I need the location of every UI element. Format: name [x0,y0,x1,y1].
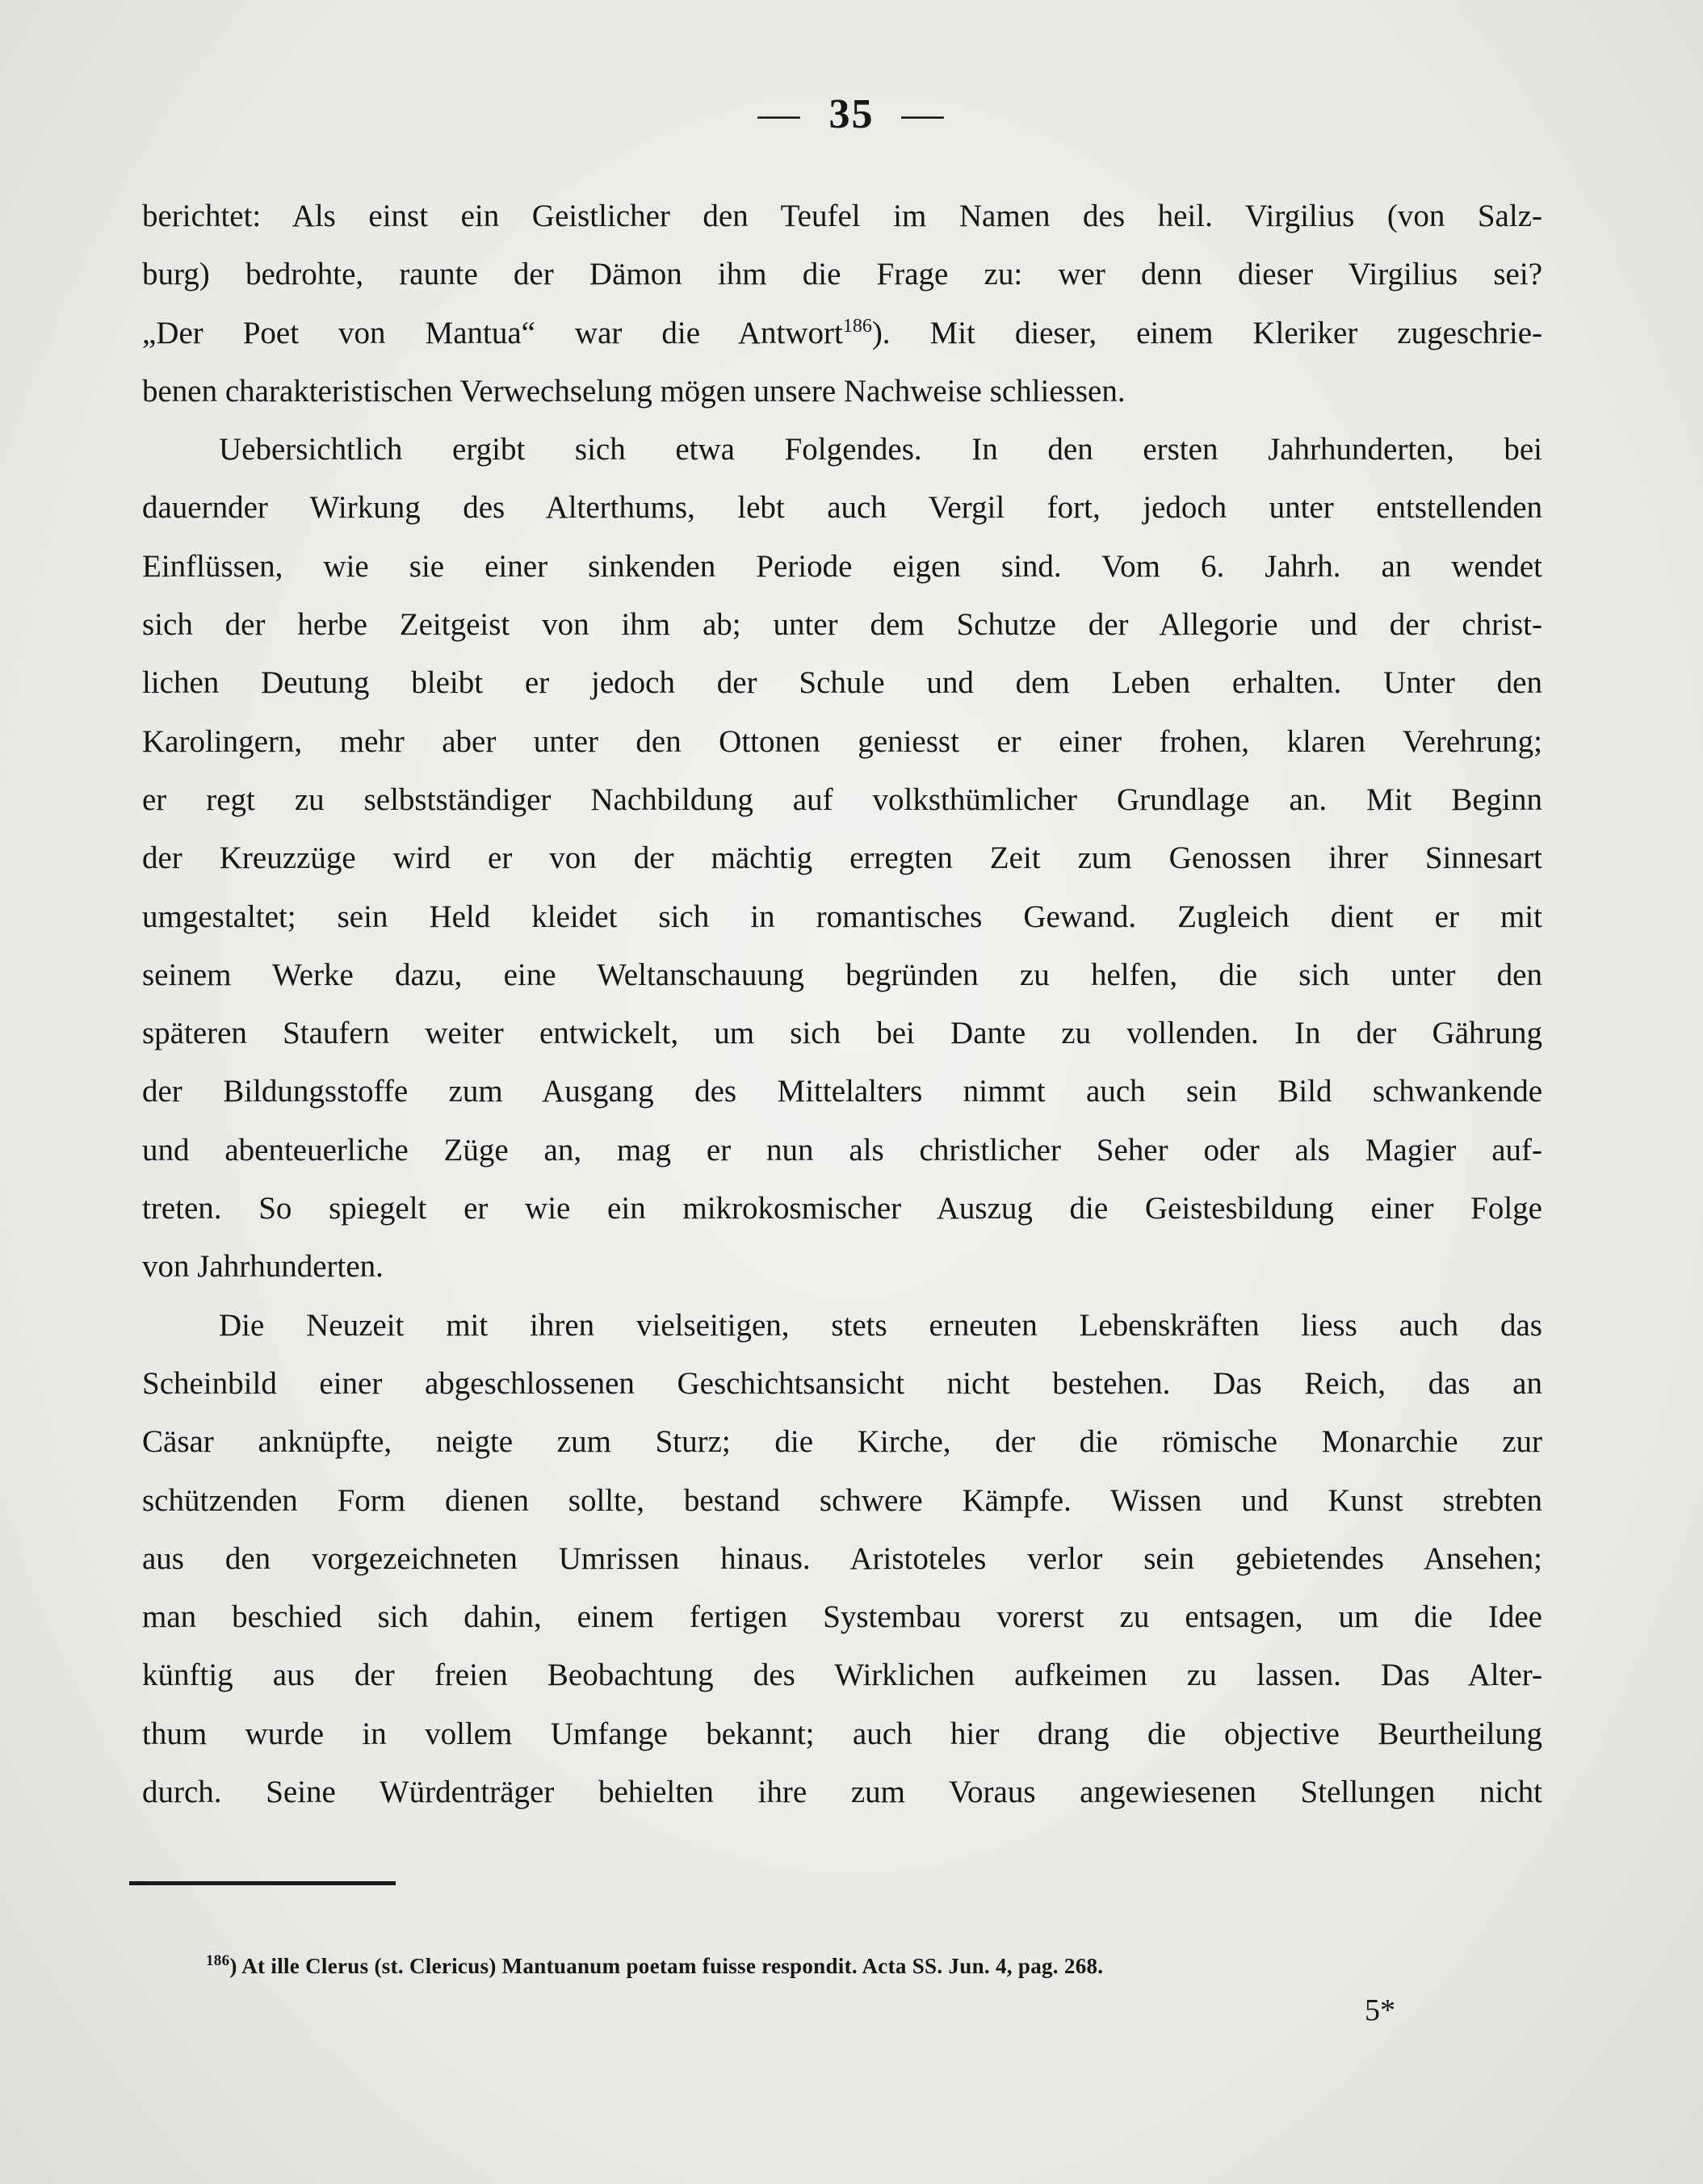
text-line: man beschied sich dahin, einem fertigen Systembau vorerst zu entsagen, um die Idee [142,1599,1542,1635]
text-line: Scheinbild einer abgeschlossenen Geschichtsansicht nicht bestehen. Das Reich, das an [142,1365,1542,1401]
text-line: aus den vorgezeichneten Umrissen hinaus. Aristoteles verlor sein gebietendes Ansehen; [142,1541,1542,1576]
page-number: 35 [828,91,875,137]
text-line: der Kreuzzüge wird er von der mächtig erregten Zeit zum Genossen ihrer Sinnesart [142,840,1542,876]
text-line: berichtet: Als einst ein Geistlicher den Teufel im Namen des heil. Virgilius (von Salz- [142,199,1542,233]
text-line: der Bildungsstoffe zum Ausgang des Mittelalters nimmt auch sein Bild schwankende [142,1074,1542,1109]
footnote-separator [129,1881,396,1885]
text-line: sich der herbe Zeitgeist von ihm ab; unter dem Schutze der Allegorie und der christ- [142,607,1542,643]
text-segment: ). Mit dieser, einem Kleriker zugeschrie- [871,315,1542,350]
text-line: thum wurde in vollem Umfange bekannt; auch hier drang die objective Beurtheilung [142,1716,1542,1751]
body-text [142,187,1542,1821]
text-line: lichen Deutung bleibt er jedoch der Schule und dem Leben erhalten. Unter den [142,665,1542,701]
text-line-with-footnote-ref [142,304,1542,363]
text-line: Die Neuzeit mit ihren vielseitigen, stets erneuten Lebenskräften liess auch das [219,1307,1542,1343]
text-line: künftig aus der freien Beobachtung des Wirklichen aufkeimen zu lassen. Das Alter- [142,1658,1542,1693]
text-line: Uebersichtlich ergibt sich etwa Folgendes. In den ersten Jahrhunderten, bei [219,432,1542,467]
text-line: benen charakteristischen Verwechselung mögen unsere Nachweise schliessen. [142,373,1126,409]
header-dash-right: — [901,91,946,137]
text-line: burg) bedrohte, raunte der Dämon ihm die Frage zu: wer denn dieser Virgilius sei? [142,257,1542,292]
text-segment: „Der Poet von Mantua“ war die Antwort [142,315,843,350]
text-line: seinem Werke dazu, eine Weltanschauung begründen zu helfen, die sich unter den [142,957,1542,992]
text-line: Cäsar anknüpfte, neigte zum Sturz; die Kirche, der die römische Monarchie zur [142,1424,1542,1460]
text-line: umgestaltet; sein Held kleidet sich in romantisches Gewand. Zugleich dient er mit [142,899,1542,934]
text-line: dauernder Wirkung des Alterthums, lebt auch Vergil fort, jedoch unter entstellenden [142,490,1542,526]
header-dash-left: — [757,91,802,137]
page-header [0,90,1703,138]
text-line: Einflüssen, wie sie einer sinkenden Periode eigen sind. Vom 6. Jahrh. an wendet [142,548,1542,584]
text-line: Karolingern, mehr aber unter den Ottonen geniesst er einer frohen, klaren Verehrung; [142,723,1542,759]
footnote-text: ) At ille Clerus (st. Clericus) Mantuanum poetam fuisse respondit. Acta SS. Jun. 4, pag. 268. [229,1954,1104,1978]
text-line: schützenden Form dienen sollte, bestand schwere Kämpfe. Wissen und Kunst strebten [142,1482,1542,1518]
footnote-reference: 186 [842,315,872,337]
signature-mark: 5* [1365,1993,1395,2027]
text-line: durch. Seine Würdenträger behielten ihre zum Voraus angewiesenen Stellungen nicht [142,1775,1542,1810]
text-line: von Jahrhunderten. [142,1249,384,1285]
text-line: er regt zu selbstständiger Nachbildung auf volksthümlicher Grundlage an. Mit Beginn [142,782,1542,817]
footnote-number: 186 [206,1952,230,1969]
text-line: späteren Staufern weiter entwickelt, um sich bei Dante zu vollenden. In der Gährung [142,1016,1542,1051]
footnote [206,1952,1433,1979]
text-line: treten. So spiegelt er wie ein mikrokosmischer Auszug die Geistesbildung einer Folge [142,1191,1542,1226]
text-line: und abenteuerliche Züge an, mag er nun als christlicher Seher oder als Magier auf- [142,1132,1542,1167]
